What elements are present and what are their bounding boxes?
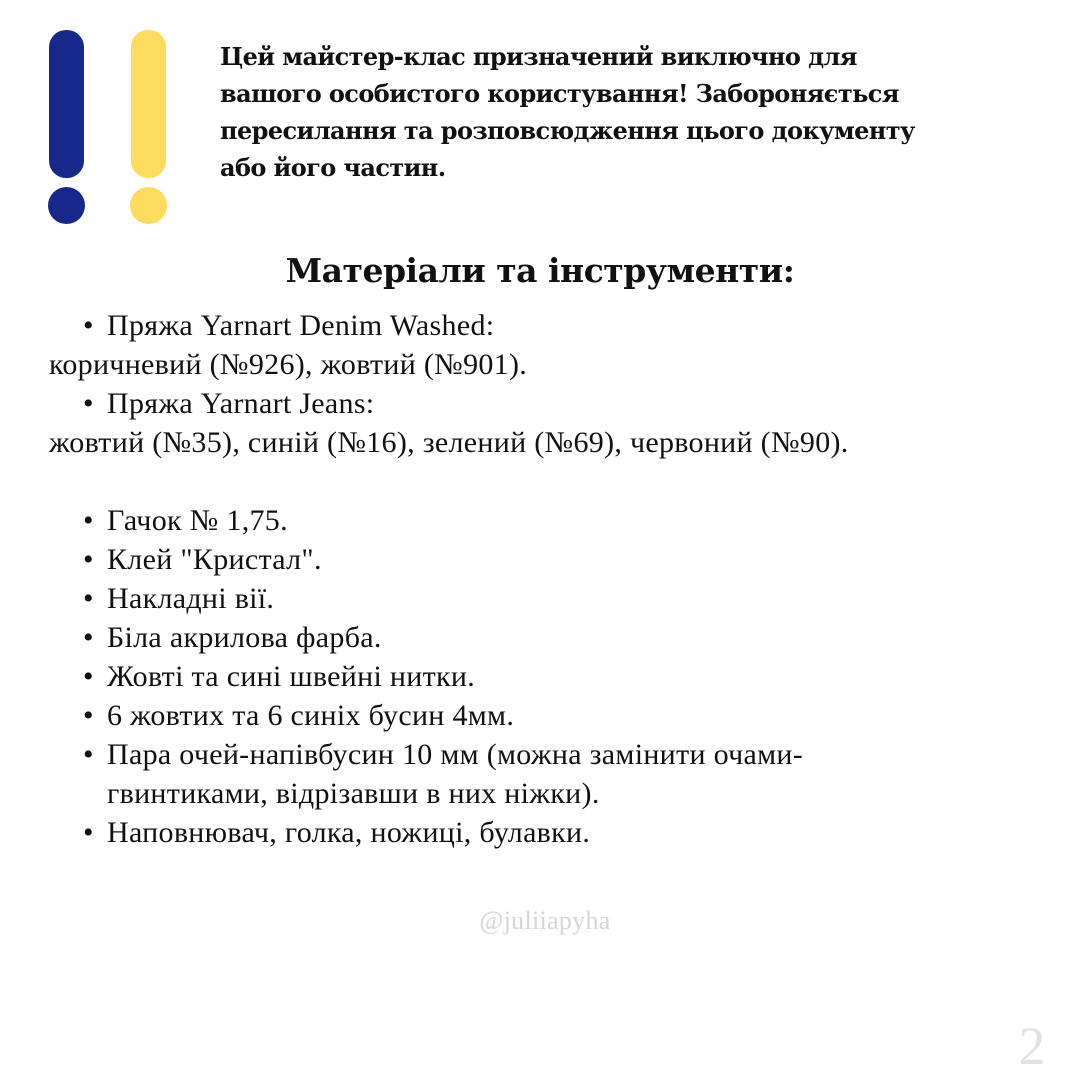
bullet-icon: • <box>83 816 94 849</box>
yarn-colors: жовтий (№35), синій (№16), зелений (№69), червоний (№90). <box>49 426 849 459</box>
list-item: • Наповнювач, голка, ножиці, булавки. <box>83 813 590 852</box>
exclamation-bar-yellow <box>131 30 166 178</box>
usage-notice <box>220 38 1060 186</box>
bullet-icon: • <box>83 738 94 771</box>
exclamation-dot-blue <box>48 187 85 224</box>
bullet-icon: • <box>83 660 94 693</box>
list-item: • Жовті та сині швейні нитки. <box>83 657 475 696</box>
list-item: • Клей "Кристал". <box>83 540 322 579</box>
notice-line: пересилання та розповсюдження цього документу <box>220 116 915 145</box>
list-item: • Пара очей-напівбусин 10 мм (можна замінити очами- <box>83 735 803 774</box>
yarn-colors: коричневий (№926), жовтий (№901). <box>49 348 528 381</box>
bullet-icon: • <box>83 699 94 732</box>
bullet-icon: • <box>83 621 94 654</box>
list-item-continuation: гвинтиками, відрізавши в них ніжки). <box>107 777 600 810</box>
list-item: • 6 жовтих та 6 синіх бусин 4мм. <box>83 696 514 735</box>
list-item: • Гачок № 1,75. <box>83 501 288 540</box>
bullet-icon: • <box>83 387 94 420</box>
yarn-label: Пряжа Yarnart Denim Washed: <box>107 309 495 342</box>
notice-line: вашого особистого користування! Забороняється <box>220 79 899 108</box>
yarn-label: Пряжа Yarnart Jeans: <box>107 387 375 420</box>
notice-line: або його частин. <box>220 153 446 182</box>
list-item: • Біла акрилова фарба. <box>83 618 382 657</box>
materials-heading: Матеріали та інструменти: <box>285 251 795 290</box>
exclamation-dot-yellow <box>130 187 167 224</box>
bullet-icon: • <box>83 582 94 615</box>
exclamation-bar-blue <box>49 30 84 178</box>
bullet-icon: • <box>83 309 94 342</box>
bullet-icon: • <box>83 504 94 537</box>
list-item <box>83 384 374 423</box>
notice-line: Цей майстер-клас призначений виключно для <box>220 42 857 71</box>
author-handle: @juliiapyha <box>479 906 611 935</box>
bullet-icon: • <box>83 543 94 576</box>
list-item <box>83 306 494 345</box>
list-item: • Накладні вії. <box>83 579 274 618</box>
page-number: 2 <box>1018 1016 1046 1076</box>
